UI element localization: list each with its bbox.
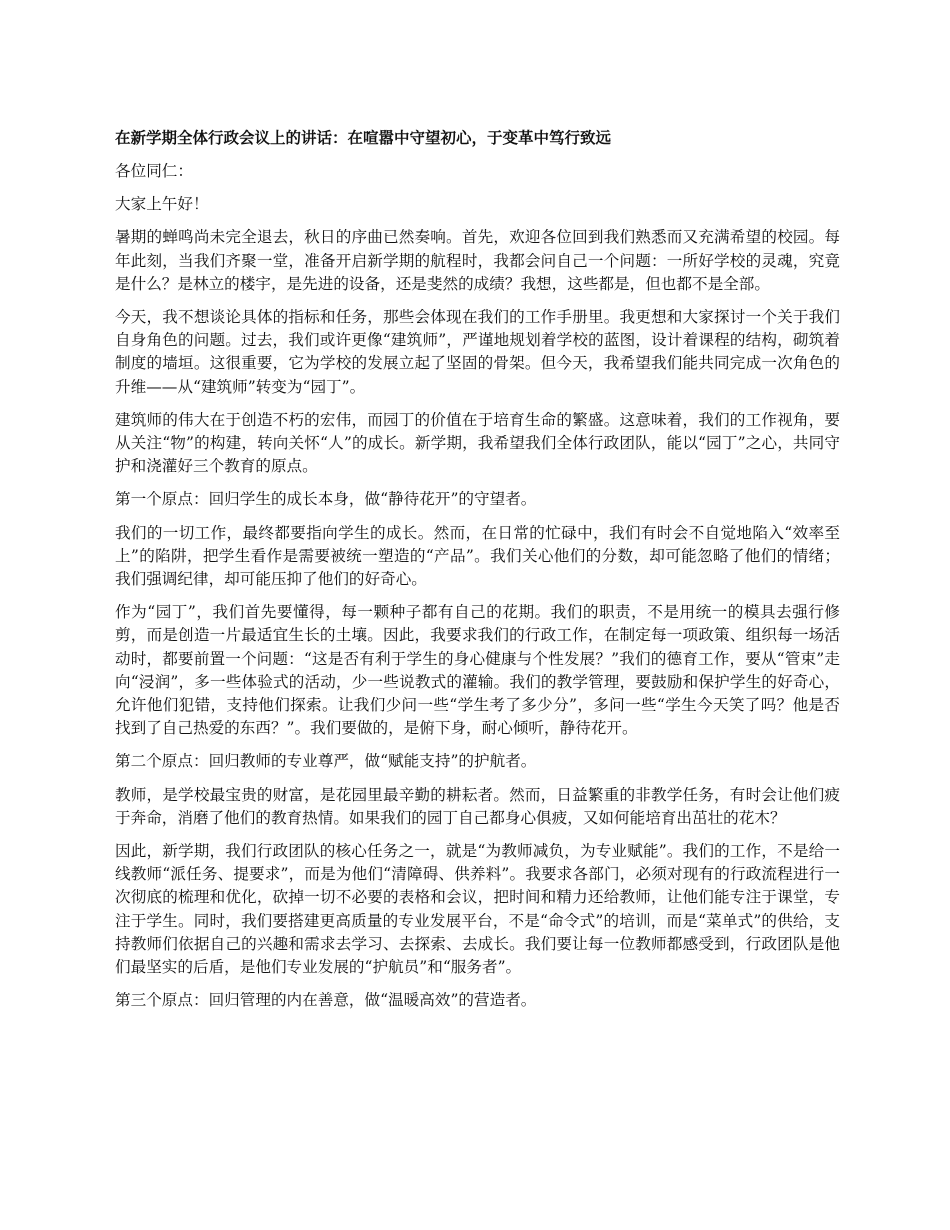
paragraph-first-origin-heading: 第一个原点：回归学生的成长本身，做“静待花开”的守望者。 (115, 490, 537, 509)
paragraph-teacher-support: 因此，新学期，我们行政团队的核心任务之一，就是“为教师减负，为专业赋能”。我们的工作，不是给一线教师“派任务、提要求”，而是为他们“清障碍、供养料”。我要求各部门，必须对现有的行政流程进行一次彻底的梳理和优化，砍掉一切不必要的表格和会议，把时间和精力还给教师，让他们能专注于课堂，专注于学生。同时，我们要搭建更高质量的专业发展平台，不是“命令式”的培训，而是“菜单式”的供给，支持教师们依据自己的兴趣和需求去学习、去探索、去成长。我们要让每一位教师都感受到，行政团队是他们最坚实的后盾，是他们专业发展的“护航员”和“服务者”。 (115, 842, 840, 977)
paragraph-gardener: 建筑师的伟大在于创造不朽的宏伟，而园丁的价值在于培育生命的繁盛。这意味着，我们的工作视角，要从关注“物”的构建，转向关怀“人”的成长。新学期，我希望我们全体行政团队，能以“园丁”之心，共同守护和浇灌好三个教育的原点。 (115, 410, 840, 476)
paragraph-opening: 暑期的蝉鸣尚未完全退去，秋日的序曲已然奏响。首先，欢迎各位回到我们熟悉而又充满希望的校园。每年此刻，当我们齐聚一堂，准备开启新学期的航程时，我都会问自己一个问题：一所好学校的灵魂，究竟是什么？是林立的楼宇，是先进的设备，还是斐然的成绩？我想，这些都是，但也都不是全部。 (115, 228, 840, 293)
paragraph-role-shift: 今天，我不想谈论具体的指标和任务，那些会体现在我们的工作手册里。我更想和大家探讨一个关于我们自身角色的问题。过去，我们或许更像“建筑师”，严谨地规划着学校的蓝图，设计着课程的结构，砌筑着制度的墙垣。这很重要，它为学校的发展立起了坚固的骨架。但今天，我希望我们能共同完成一次角色的升维——从“建筑师”转变为“园丁”。 (115, 308, 840, 396)
paragraph-salutation: 各位同仁： (115, 162, 193, 180)
paragraph-student-requirements: 作为“园丁”，我们首先要懂得，每一颗种子都有自己的花期。我们的职责，不是用统一的模具去强行修剪，而是创造一片最适宜生长的土壤。因此，我要求我们的行政工作，在制定每一项政策、组织每一场活动时，都要前置一个问题：“这是否有利于学生的身心健康与个性发展？”我们的德育工作，要从“管束”走向“浸润”，多一些体验式的活动，少一些说教式的灌输。我们的教学管理，要鼓励和保护学生的好奇心，允许他们犯错，支持他们探索。让我们少问一些“学生考了多少分”，多问一些“学生今天笑了吗？他是否找到了自己热爱的东西？”。我们要做的，是俯下身，耐心倾听，静待花开。 (115, 603, 840, 738)
document-title: 在新学期全体行政会议上的讲话：在喧嚣中守望初心，于变革中笃行致远 (115, 129, 612, 147)
paragraph-teachers: 教师，是学校最宝贵的财富，是花园里最辛勤的耕耘者。然而，日益繁重的非教学任务，有时会让他们疲于奔命，消磨了他们的教育热情。如果我们的园丁自己都身心俱疲，又如何能培育出茁壮的花木？ (115, 785, 840, 827)
paragraph-third-origin-heading: 第三个原点：回归管理的内在善意，做“温暖高效”的营造者。 (115, 991, 537, 1010)
paragraph-greeting: 大家上午好！ (115, 195, 209, 214)
paragraph-second-origin-heading: 第二个原点：回归教师的专业尊严，做“赋能支持”的护航者。 (115, 752, 537, 771)
paragraph-student-growth: 我们的一切工作，最终都要指向学生的成长。然而，在日常的忙碌中，我们有时会不自觉地陷入“效率至上”的陷阱，把学生看作是需要被统一塑造的“产品”。我们关心他们的分数，却可能忽略了他们的情绪；我们强调纪律，却可能压抑了他们的好奇心。 (115, 523, 840, 589)
